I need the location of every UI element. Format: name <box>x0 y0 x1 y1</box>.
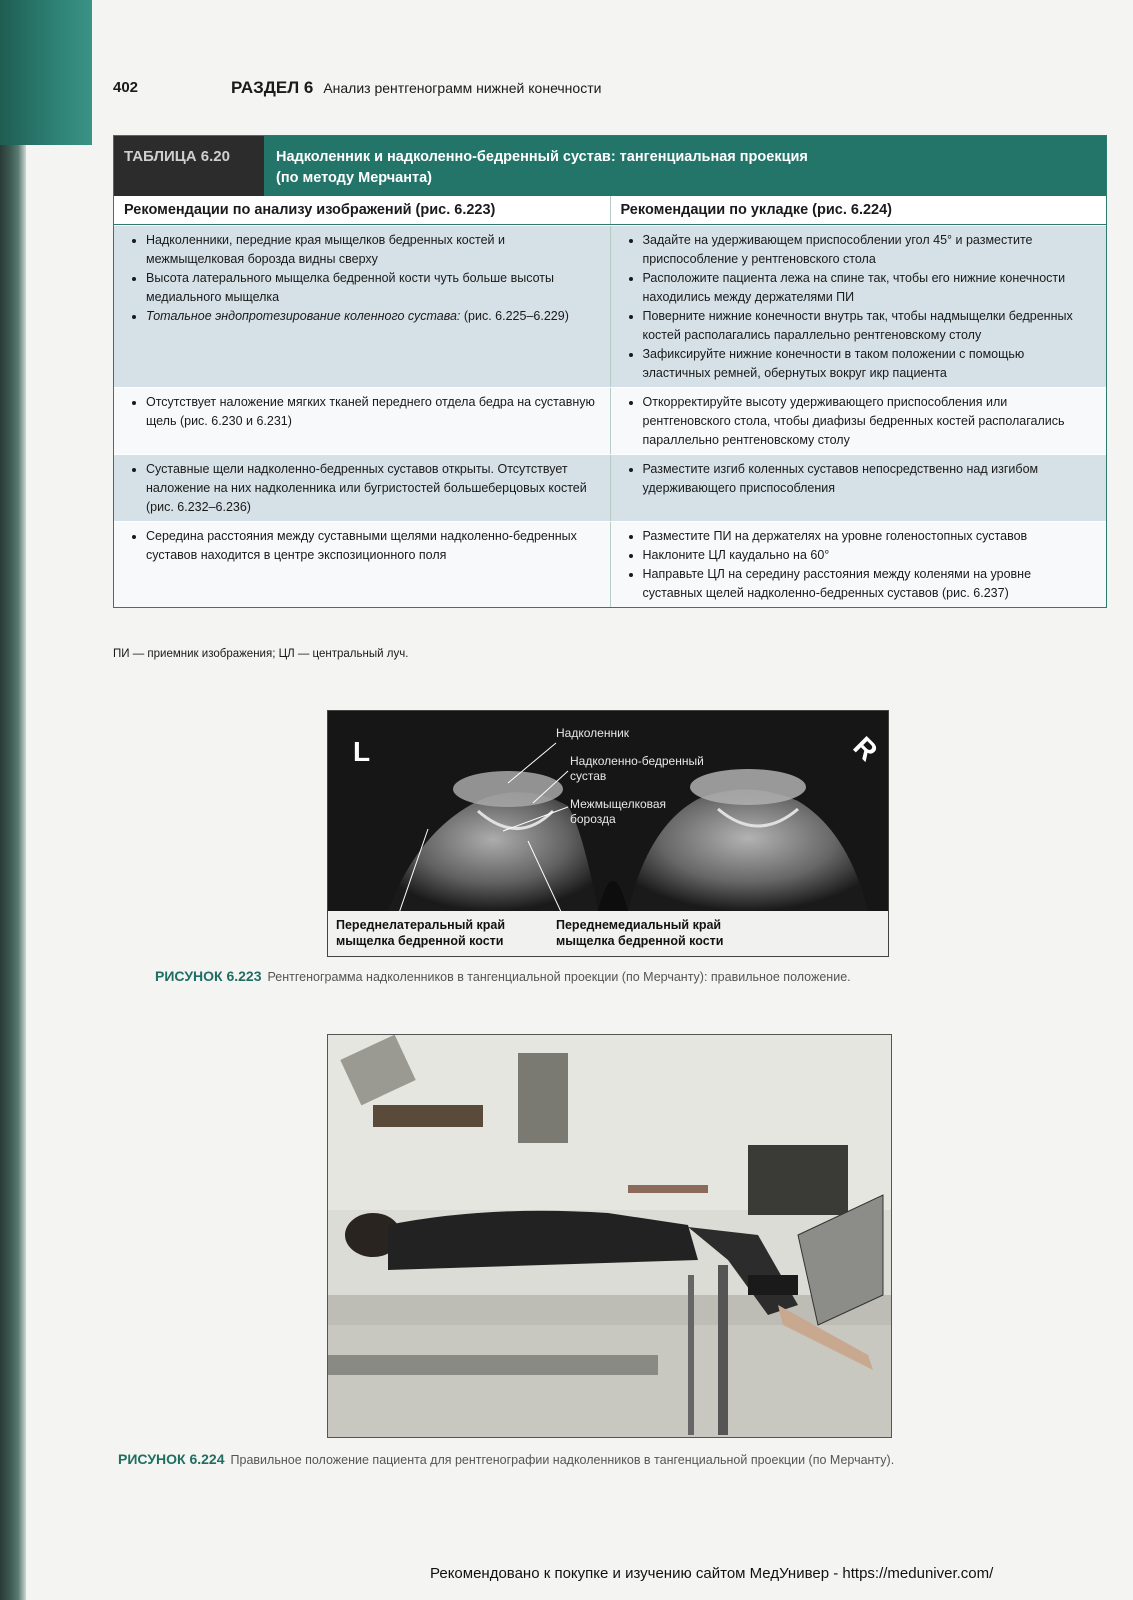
label-medial-condyle <box>556 917 723 949</box>
page-number: 402 <box>113 79 139 96</box>
table-title-line: Надколенник и надколенно-бедренный сустав: тангенциальная проекция <box>276 149 808 165</box>
table-footnote: ПИ — приемник изображения; ЦЛ — центральный луч. <box>113 648 409 660</box>
label-line: мыщелка бедренной кости <box>336 934 504 948</box>
column-header-analysis: Рекомендации по анализу изображений (рис. 6.223) <box>114 196 611 224</box>
table-cell <box>114 455 611 521</box>
table-title-line: (по методу Мерчанта) <box>276 170 432 186</box>
column-header-positioning: Рекомендации по укладке (рис. 6.224) <box>620 202 892 218</box>
table-row <box>114 387 1106 454</box>
label-line: Переднемедиальный край <box>556 918 722 932</box>
table-header <box>114 136 1106 196</box>
figure-label: РИСУНОК 6.223 <box>155 968 262 984</box>
reference: (рис. 6.225–6.229) <box>463 309 569 323</box>
section-label: РАЗДЕЛ 6 <box>231 78 314 97</box>
list-item: • Зафиксируйте нижние конечности в таком положении с помощью эластичных ремней, обернутых вокруг икр пациента <box>643 345 1095 383</box>
photo-graphic <box>328 1035 891 1437</box>
promo-footer: Рекомендовано к покупке и изучению сайтом МедУнивер - https://meduniver.com/ <box>430 1565 994 1582</box>
label-line: Переднелатеральный край <box>336 918 506 932</box>
book-spine <box>0 0 26 1600</box>
xray-marker-right: R <box>847 730 884 767</box>
list-item: • Наклоните ЦЛ каудально на 60° <box>643 546 1095 565</box>
xray-image <box>327 710 889 957</box>
list-item: • Поверните нижние конечности внутрь так, чтобы надмыщелки бедренных костей располагались параллельно рентгеновскому столу <box>643 307 1095 345</box>
list-item: • Надколенники, передние края мыщелков бедренных костей и межмыщелковая борозда видны сверху <box>146 231 598 269</box>
list-item: • Высота латерального мыщелка бедренной кости чуть больше высоты медиального мыщелка <box>146 269 598 307</box>
xray-marker-left: L <box>353 736 371 767</box>
table-cell <box>611 226 1107 387</box>
table-title <box>264 136 1106 196</box>
section-title: Анализ рентгенограмм нижней конечности <box>323 80 602 96</box>
table-cell <box>114 522 611 607</box>
list-item: • Разместите ПИ на держателях на уровне голеностопных суставов <box>643 527 1095 546</box>
figure-caption-224 <box>118 1451 894 1467</box>
label-line: Межмыщелковая <box>570 797 667 811</box>
italic-term: Тотальное эндопротезирование коленного сустава: <box>146 309 461 323</box>
table-cell <box>114 388 611 454</box>
figure-caption-text: Рентгенограмма надколенников в тангенциальной проекции (по Мерчанту): правильное положение. <box>267 970 851 984</box>
table-row <box>114 454 1106 521</box>
section-header <box>231 78 601 98</box>
figure-caption-text: Правильное положение пациента для рентгенографии надколенников в тангенциальной проекции (по Мерчанту). <box>230 1453 895 1467</box>
table-cell <box>611 455 1107 521</box>
section-tab <box>0 0 92 145</box>
list-item: • Задайте на удерживающем приспособлении угол 45° и разместите приспособление у рентгеновского стола <box>643 231 1095 269</box>
table-row <box>114 225 1106 387</box>
label-line: мыщелка бедренной кости <box>556 934 724 948</box>
table-cell <box>611 388 1107 454</box>
table-cell <box>114 226 611 387</box>
list-item: • Разместите изгиб коленных суставов непосредственно над изгибом удерживающего приспособления <box>643 460 1095 498</box>
patient-positioning-photo <box>327 1034 892 1438</box>
label-line: борозда <box>570 812 616 826</box>
label-line: сустав <box>570 769 607 783</box>
list-item: • Отсутствует наложение мягких тканей переднего отдела бедра на суставную щель (рис. 6.230 и 6.231) <box>146 393 598 431</box>
label-groove <box>570 797 666 827</box>
label-pf-joint <box>570 754 704 784</box>
list-item: • Откорректируйте высоту удерживающего приспособления или рентгеновского стола, чтобы диафизы бедренных костей располагались параллельно рентгеновскому столу <box>643 393 1095 450</box>
figure-label: РИСУНОК 6.224 <box>118 1451 225 1467</box>
table-cell <box>611 522 1107 607</box>
list-item: • Середина расстояния между суставными щелями надколенно-бедренных суставов находится в центре экспозиционного поля <box>146 527 598 565</box>
table-label: ТАБЛИЦА 6.20 <box>114 136 264 196</box>
list-item <box>146 307 598 326</box>
list-item: • Суставные щели надколенно-бедренных суставов открыты. Отсутствует наложение на них надколенника или бугристостей большеберцовых костей (рис. 6.232–6.236) <box>146 460 598 517</box>
list-item: • Направьте ЦЛ на середину расстояния между коленями на уровне суставных щелей надколенно-бедренных суставов (рис. 6.237) <box>643 565 1095 603</box>
label-patella: Надколенник <box>556 726 630 740</box>
figure-caption-223 <box>155 968 851 984</box>
table-6-20 <box>113 135 1107 608</box>
table-column-headers <box>114 196 1106 225</box>
table-row <box>114 521 1106 607</box>
list-item: • Расположите пациента лежа на спине так, чтобы его нижние конечности находились между держателями ПИ <box>643 269 1095 307</box>
label-lateral-condyle <box>336 917 505 949</box>
label-line: Надколенно-бедренный <box>570 754 704 768</box>
